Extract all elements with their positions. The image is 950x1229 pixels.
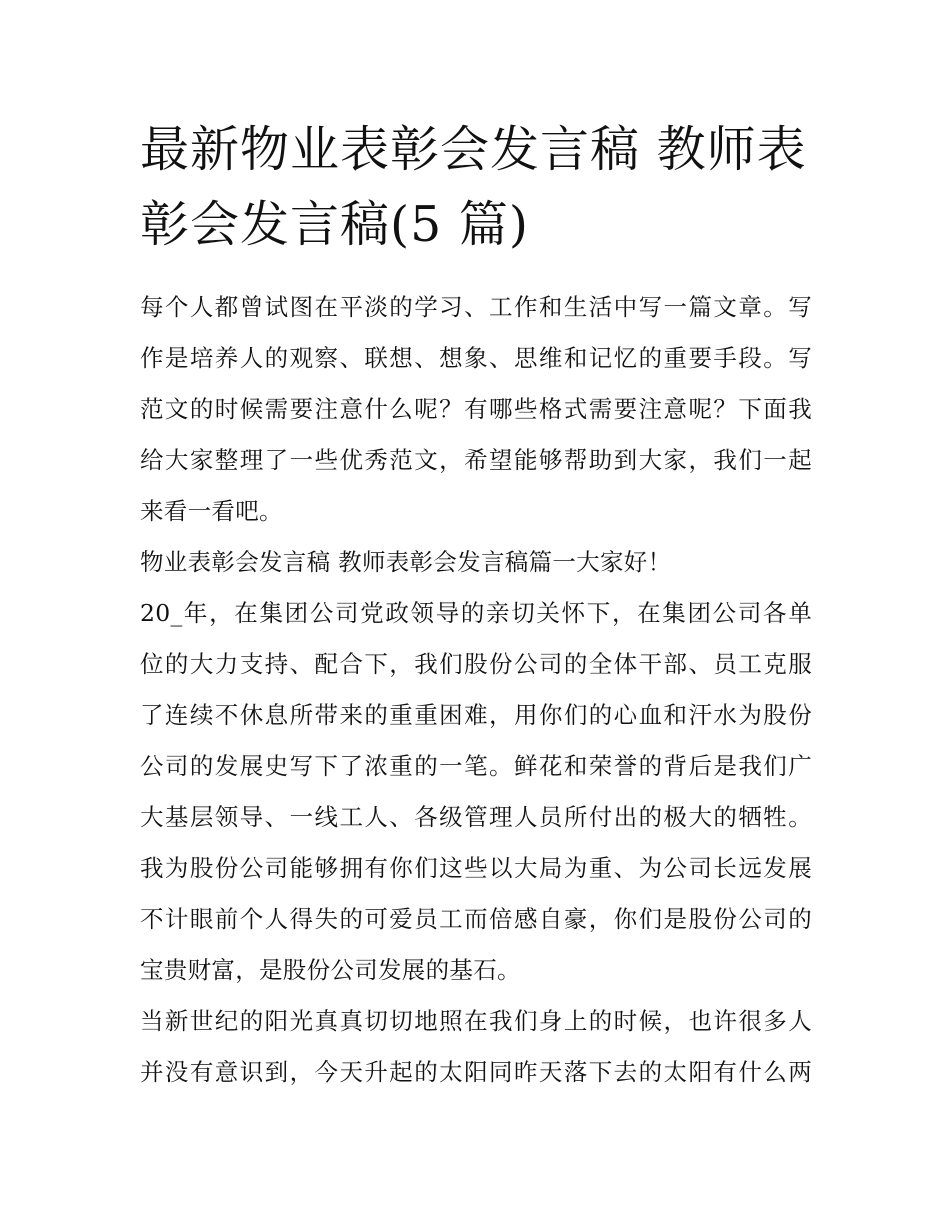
body-line: 当新世纪的阳光真真切切地照在我们身上的时候，也许很多人 bbox=[140, 1007, 812, 1035]
body-line: 20_年，在集团公司党政领导的亲切关怀下，在集团公司各单 bbox=[140, 599, 812, 627]
document-title bbox=[140, 112, 812, 262]
body-line: 大基层领导、一线工人、各级管理人员所付出的极大的牺牲。 bbox=[140, 803, 812, 831]
document-content bbox=[140, 112, 812, 1098]
body-line: 范文的时候需要注意什么呢？有哪些格式需要注意呢？下面我 bbox=[140, 395, 812, 423]
body-line: 我为股份公司能够拥有你们这些以大局为重、为公司长远发展 bbox=[140, 854, 812, 882]
body-line: 不计眼前个人得失的可爱员工而倍感自豪，你们是股份公司的 bbox=[140, 905, 812, 933]
body-line: 了连续不休息所带来的重重困难，用你们的心血和汗水为股份 bbox=[140, 701, 812, 729]
body-line: 给大家整理了一些优秀范文，希望能够帮助到大家，我们一起 bbox=[140, 446, 812, 474]
body-line: 来看一看吧。 bbox=[140, 497, 283, 525]
body-line: 并没有意识到，今天升起的太阳同昨天落下去的太阳有什么两 bbox=[140, 1058, 812, 1086]
body-line: 公司的发展史写下了浓重的一笔。鲜花和荣誉的背后是我们广 bbox=[140, 752, 812, 780]
document-body bbox=[140, 282, 812, 1098]
body-line: 作是培养人的观察、联想、想象、思维和记忆的重要手段。写 bbox=[140, 344, 812, 372]
body-line: 位的大力支持、配合下，我们股份公司的全体干部、员工克服 bbox=[140, 650, 812, 678]
body-line: 宝贵财富，是股份公司发展的基石。 bbox=[140, 956, 521, 984]
title-line: 最新物业表彰会发言稿 教师表 bbox=[140, 121, 807, 178]
title-line: 彰会发言稿(5 篇) bbox=[140, 196, 529, 253]
body-line: 每个人都曾试图在平淡的学习、工作和生活中写一篇文章。写 bbox=[140, 293, 812, 321]
body-line: 物业表彰会发言稿 教师表彰会发言稿篇一大家好！ bbox=[140, 548, 672, 576]
